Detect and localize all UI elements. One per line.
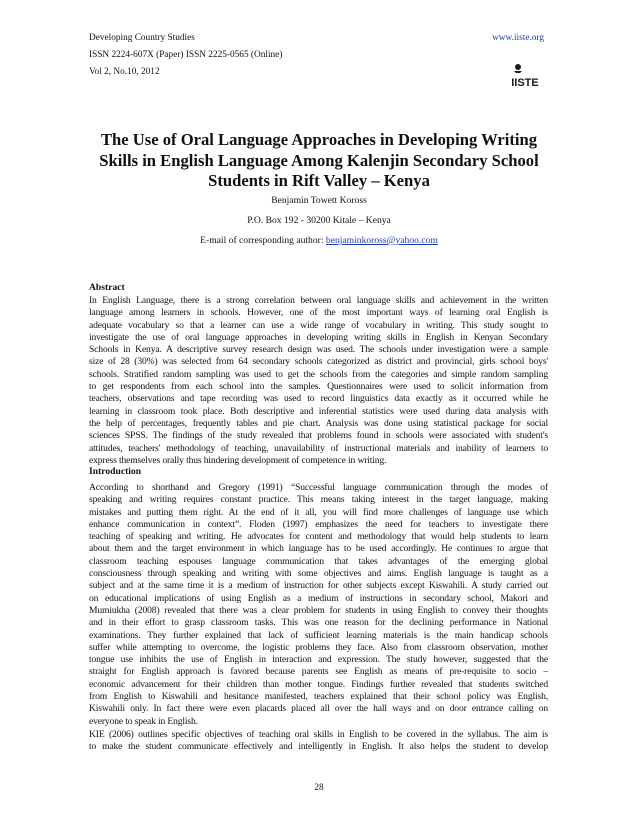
author-name: Benjamin Towett Koross — [271, 195, 367, 206]
text-line: schools. Stratified random sampling was used to get the schools from the categories and simple random sampling — [89, 368, 548, 380]
text-line: tongue use inhibits the use of English in interaction and expression. The study however, suggested that the — [89, 654, 548, 666]
text-line: According to shorthand and Gregory (1991) “Successful language communication through the modes of — [89, 482, 548, 493]
journal-url-link[interactable]: www.iiste.org — [492, 33, 544, 43]
text-line: economic advancement for their children than mother tongue. Findings further revealed that students switched — [89, 678, 548, 690]
svg-text:IISTE: IISTE — [511, 77, 539, 89]
abstract-heading: Abstract — [89, 282, 125, 293]
text-line: Mumiukha (2008) revealed that there was a clear problem for students in using English to convey their thoughts — [89, 604, 548, 616]
journal-issn: ISSN 2224-607X (Paper) ISSN 2225-0565 (Online) — [89, 50, 283, 60]
text-line: Schools in Kenya. A descriptive survey research design was used. The schools under investigation were a sample — [89, 344, 548, 356]
text-line: In English Language, there is a strong correlation between oral language skills and achievement in the written — [89, 295, 548, 306]
text-line: examinations. They further explained that lack of sufficient learning materials is the main handicap schools — [89, 629, 548, 641]
text-line: investigate the use of oral language approaches in developing writing skills in English in Kenyan Secondary — [89, 331, 548, 343]
text-line: the help of percentages, frequently tables and pie chart. Analysis was done using statistical package for social — [89, 417, 548, 429]
title-line: Skills in English Language Among Kalenjin Secondary School — [99, 150, 539, 170]
text-line: about them and the target environment in which language has to be used accordingly. He continues to argue that — [89, 543, 548, 555]
introduction-paragraph — [89, 482, 548, 728]
text-line: to make the student communicate effectively and intelligently in English. It also helps the student to develop — [89, 741, 548, 753]
text-line: consciousness through speaking and writing with some objectives and aims. English language is taught as a — [89, 568, 548, 580]
text-line: enhance communication in context”. Floden (1997) emphasizes the need for teachers to investigate there — [89, 518, 548, 530]
text-line: KIE (2006) outlines specific objectives of teaching oral skills in English to be covered in the syllabus. The aim is — [89, 729, 548, 740]
text-line: mistakes and putting them right. At the end of it all, you will find more challenges of language use which — [89, 506, 548, 518]
text-line: adequate vocabulary so that a learner can use a wide range of vocabulary in writing. This study sought to — [89, 319, 548, 331]
text-line: classroom teaching espouses language communication that takes advantages of the emerging global — [89, 555, 548, 567]
text-line: language among learners in schools. However, one of the most important ways of learning oral English is — [89, 307, 548, 319]
page-number: 28 — [314, 783, 324, 793]
email-label: E-mail of corresponding author: — [200, 235, 326, 246]
text-line: and in their effort to grasp classroom tasks. This was one reason for the declining performance in National — [89, 617, 548, 629]
text-line: attitudes, teachers' methodology of teaching, unavailability of instructional materials and inability of learners to — [89, 442, 548, 454]
author-email-line — [89, 235, 549, 247]
text-line: teaching of speaking and writing. He advocates for content and methodology that would help students to learn — [89, 531, 548, 543]
article-title — [89, 130, 549, 192]
text-line: express themselves orally thus hindering development of competence in writing. — [89, 454, 387, 466]
title-line: The Use of Oral Language Approaches in Developing Writing — [100, 130, 538, 149]
title-line: Students in Rift Valley – Kenya — [208, 171, 430, 190]
text-line: subject and at the same time it is a medium of instruction for other subjects except Kiswahili. A study carried out — [89, 580, 548, 592]
introduction-heading: Introduction — [89, 466, 142, 477]
text-line: sciences SPSS. The findings of the study revealed that problems found in schools were associated with student's — [89, 430, 548, 442]
text-line: speaking and writing requires constant practice. This means taking interest in the target language, making — [89, 494, 548, 506]
text-line: teachers, observations and tape recording was used to record linguistics data exactly as it occurred while he — [89, 393, 548, 405]
text-line: size of 28 (30%) was selected from 64 secondary schools categorized as district and provincial, girls school boys' — [89, 356, 548, 368]
text-line: from English to Kiswahili and hesitance manifested, teachers explained that their school policy was English, — [89, 691, 548, 703]
text-line: suffer while attempting to overcome, the logistic problems they face. Also from classroom observation, mother — [89, 641, 548, 653]
text-line: learning in classroom took place. Both descriptive and inferential statistics were used during data analysis with — [89, 405, 548, 417]
author-address: P.O. Box 192 - 30200 Kitale – Kenya — [247, 215, 391, 226]
abstract-paragraph — [89, 295, 548, 467]
text-line: to get respondents from each school into the samples. Questionnaires were used to solicit information from — [89, 381, 548, 393]
iiste-logo-icon — [506, 60, 544, 90]
text-line: Kiswahili only. In fact there were even placards placed all over the hall ways and on door entrance calling on — [89, 703, 548, 715]
journal-volume: Vol 2, No.10, 2012 — [89, 67, 160, 77]
journal-header — [89, 30, 419, 81]
email-link[interactable]: benjaminkoross@yahoo.com — [325, 235, 438, 246]
text-line: straight for English approach is favored because parents see English as means of pre-requisite to socio – — [89, 666, 548, 678]
text-line: on educational implications of using English as a medium of instructions in secondary school, Makori and — [89, 592, 548, 604]
text-line: everyone to speak in English. — [89, 715, 198, 727]
introduction-paragraph-2 — [89, 729, 548, 754]
journal-name: Developing Country Studies — [89, 33, 195, 43]
